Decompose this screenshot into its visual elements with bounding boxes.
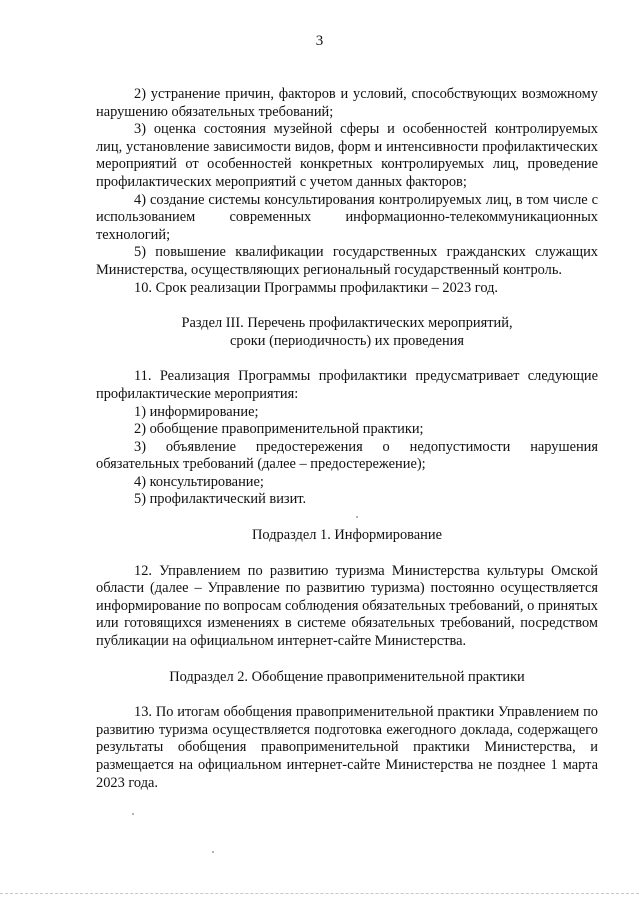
goal-item-4: 4) создание системы консультирования контролируемых лиц, в том числе с использованием современных информационно-телекоммуникационных технологий; xyxy=(96,191,598,243)
section-3-title-line1: Раздел III. Перечень профилактических мероприятий, xyxy=(181,315,513,332)
paragraph-11-intro: 11. Реализация Программы профилактики предусматривает следующие профилактические мероприятия: xyxy=(96,368,598,402)
measure-item-1: 1) информирование; xyxy=(134,403,259,420)
goal-item-5: 5) повышение квалификации государственных гражданских служащих Министерства, осуществляющих региональный государственный контроль. xyxy=(96,244,598,278)
paragraph-10: 10. Срок реализации Программы профилактики – 2023 год. xyxy=(134,279,499,296)
scan-speck xyxy=(132,813,134,815)
subsection-1-title: Подраздел 1. Информирование xyxy=(252,527,442,544)
scan-speck xyxy=(356,516,358,518)
measure-item-2: 2) обобщение правоприменительной практики; xyxy=(134,421,424,438)
measure-item-3: 3) объявление предостережения о недопустимости нарушения обязательных требований (далее – предостережение); xyxy=(96,438,598,473)
measure-item-5: 5) профилактический визит. xyxy=(134,491,307,508)
goal-item-3: 3) оценка состояния музейной сферы и особенностей контролируемых лиц, установление зависимости видов, форм и интенсивности профилактических мероприятий от особенностей конкретных контролируемых лиц, проведение профилактических мероприятий с учетом данных факторов; xyxy=(96,121,598,190)
scan-speck xyxy=(212,851,214,853)
measure-item-4: 4) консультирование; xyxy=(134,473,264,490)
subsection-2-title: Подраздел 2. Обобщение правоприменительной практики xyxy=(169,668,525,685)
document-body xyxy=(96,86,598,792)
paragraph-13: 13. По итогам обобщения правоприменительной практики Управлением по развитию туризма осуществляется подготовка ежегодного доклада, содержащего результаты обобщения правоприменительной практики Министерства, и размещается на официальном интернет-сайте Министерства не позднее 1 марта 2023 года. xyxy=(96,704,598,791)
page-number: 3 xyxy=(315,33,324,49)
section-3-title-line2: сроки (периодичность) их проведения xyxy=(230,332,464,349)
scan-edge-line xyxy=(0,893,639,894)
goal-item-2: 2) устранение причин, факторов и условий, способствующих возможному нарушению обязательных требований; xyxy=(96,86,598,120)
paragraph-12: 12. Управлением по развитию туризма Министерства культуры Омской области (далее – Управление по развитию туризма) постоянно осуществляется информирование по вопросам соблюдения обязательных требований, о принятых или готовящихся изменениях в системе обязательных требований, посредством публикации на официальном интернет-сайте Министерства. xyxy=(96,562,598,650)
